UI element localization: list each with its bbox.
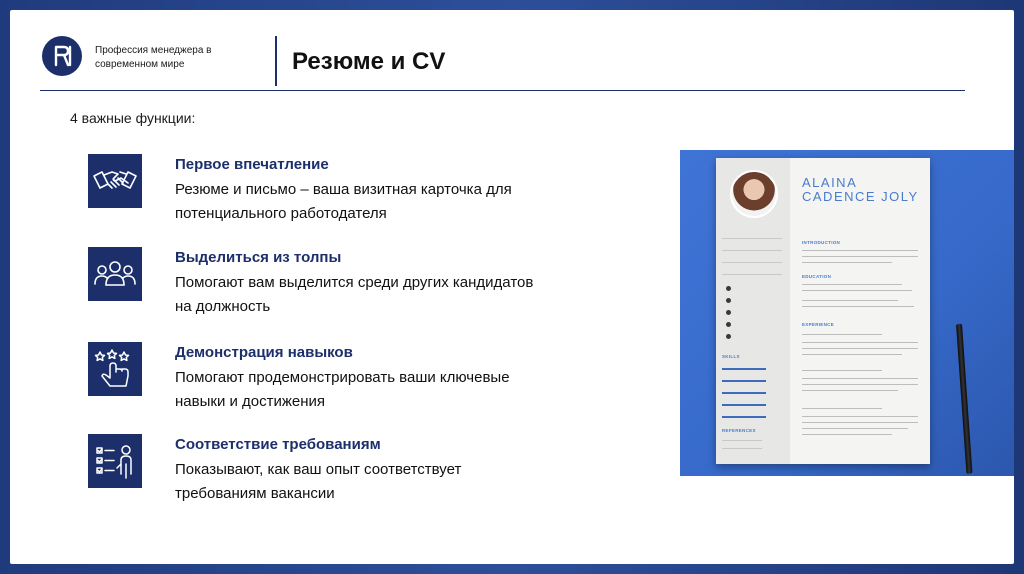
feature-text: Помогают продемонстрировать ваши ключевые навыки и достижения — [175, 369, 510, 410]
feature-heading: Соответствие требованиям — [175, 436, 381, 453]
resume-paper — [716, 158, 930, 464]
course-title: Профессия менеджера в современном мире — [95, 45, 212, 70]
checklist-person-icon — [88, 434, 142, 488]
intro-text: 4 важные функции: — [70, 110, 196, 126]
resume-section-label: REFERENCES — [722, 428, 756, 433]
resume-name — [802, 176, 919, 204]
header-rule — [40, 90, 965, 91]
feature-text: Помогают вам выделится среди других кандидатов на должность — [175, 274, 534, 315]
feature-heading: Первое впечатление — [175, 156, 329, 173]
resume-avatar — [730, 170, 778, 218]
resume-section-label: SKILLS — [722, 354, 740, 359]
hand-stars-icon — [88, 342, 142, 396]
resume-name-first: ALAINA — [802, 175, 858, 190]
handshake-icon — [88, 154, 142, 208]
resume-section-label: EDUCATION — [802, 274, 832, 279]
resume-name-last: CADENCE JOLY — [802, 189, 919, 204]
resume-sample-image — [680, 150, 1014, 476]
header-divider — [275, 36, 277, 86]
resume-section-label: EXPERIENCE — [802, 322, 835, 327]
resume-section-label: INTRODUCTION — [802, 240, 841, 245]
feature-text: Показывают, как ваш опыт соответствует требованиям вакансии — [175, 461, 462, 502]
feature-text: Резюме и письмо – ваша визитная карточка для потенциального работодателя — [175, 181, 512, 222]
university-logo — [42, 36, 82, 76]
page-title: Резюме и CV — [292, 48, 446, 75]
feature-heading: Выделиться из толпы — [175, 249, 342, 266]
resume-sidebar — [716, 158, 790, 464]
feature-heading: Демонстрация навыков — [175, 344, 353, 361]
pen — [956, 324, 972, 474]
slide — [10, 10, 1014, 564]
people-group-icon — [88, 247, 142, 301]
